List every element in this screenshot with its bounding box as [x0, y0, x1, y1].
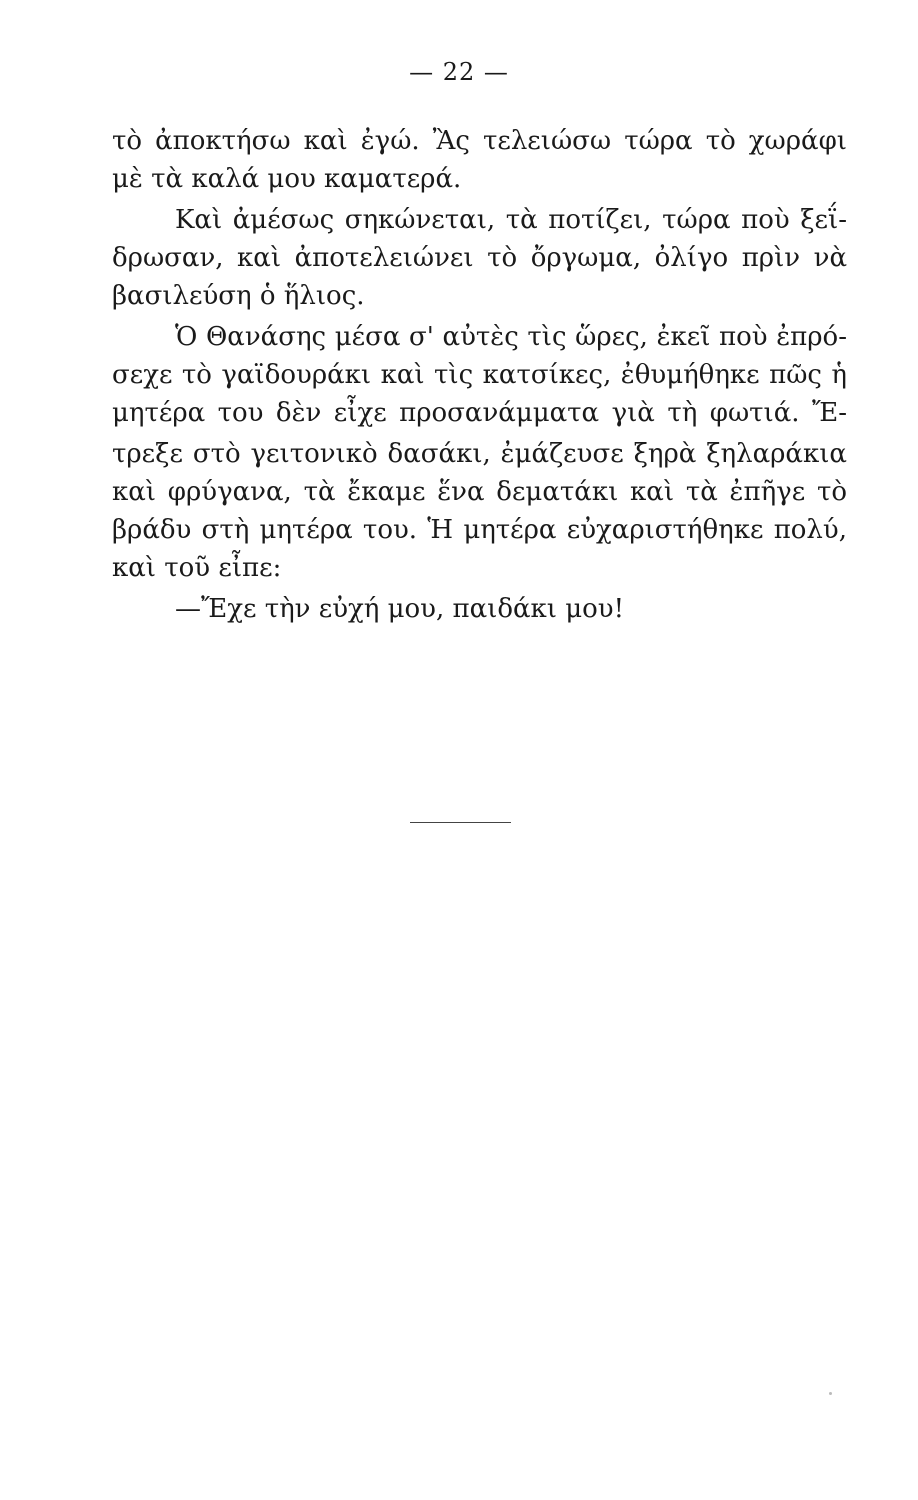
text-line: καὶ φρύγανα, τὰ ἔκαμε ἕνα δεματάκι καὶ τὰ ἐπῆγε τὸ	[112, 477, 847, 507]
page-number: — 22 —	[409, 58, 509, 86]
text-line: καὶ τοῦ εἶπε:	[112, 553, 282, 583]
text-line: βασιλεύση ὁ ἥλιος.	[112, 281, 365, 311]
text-line: τρεξε στὸ γειτονικὸ δασάκι, ἐμάζευσε ξηρὰ ξηλαράκια	[112, 439, 847, 469]
text-line: —Ἔχε τὴν εὐχή μου, παιδάκι μου!	[175, 594, 625, 624]
text-line: σεχε τὸ γαϊδουράκι καὶ τὶς κατσίκες, ἐθυμήθηκε πῶς ἡ	[112, 360, 847, 390]
text-line: Ὁ Θανάσης μέσα σ' αὐτὲς τὶς ὥρες, ἐκεῖ ποὺ ἐπρό-	[175, 322, 847, 352]
text-line: Καὶ ἀμέσως σηκώνεται, τὰ ποτίζει, τώρα ποὺ ξεΐ-	[175, 205, 847, 235]
text-line: βράδυ στὴ μητέρα του. Ἡ μητέρα εὐχαριστήθηκε πολύ,	[112, 515, 847, 545]
text-line: δρωσαν, καὶ ἀποτελειώνει τὸ ὄργωμα, ὀλίγο πρὶν νὰ	[112, 243, 847, 273]
section-divider	[410, 822, 511, 823]
text-line: μητέρα του δὲν εἶχε προσανάμματα γιὰ τὴ φωτιά. Ἔ-	[112, 398, 847, 428]
text-line: μὲ τὰ καλά μου καματερά.	[112, 164, 462, 194]
paper-speck	[829, 1392, 832, 1395]
text-line: τὸ ἀποκτήσω καὶ ἐγώ. Ἂς τελειώσω τώρα τὸ χωράφι	[112, 126, 847, 156]
